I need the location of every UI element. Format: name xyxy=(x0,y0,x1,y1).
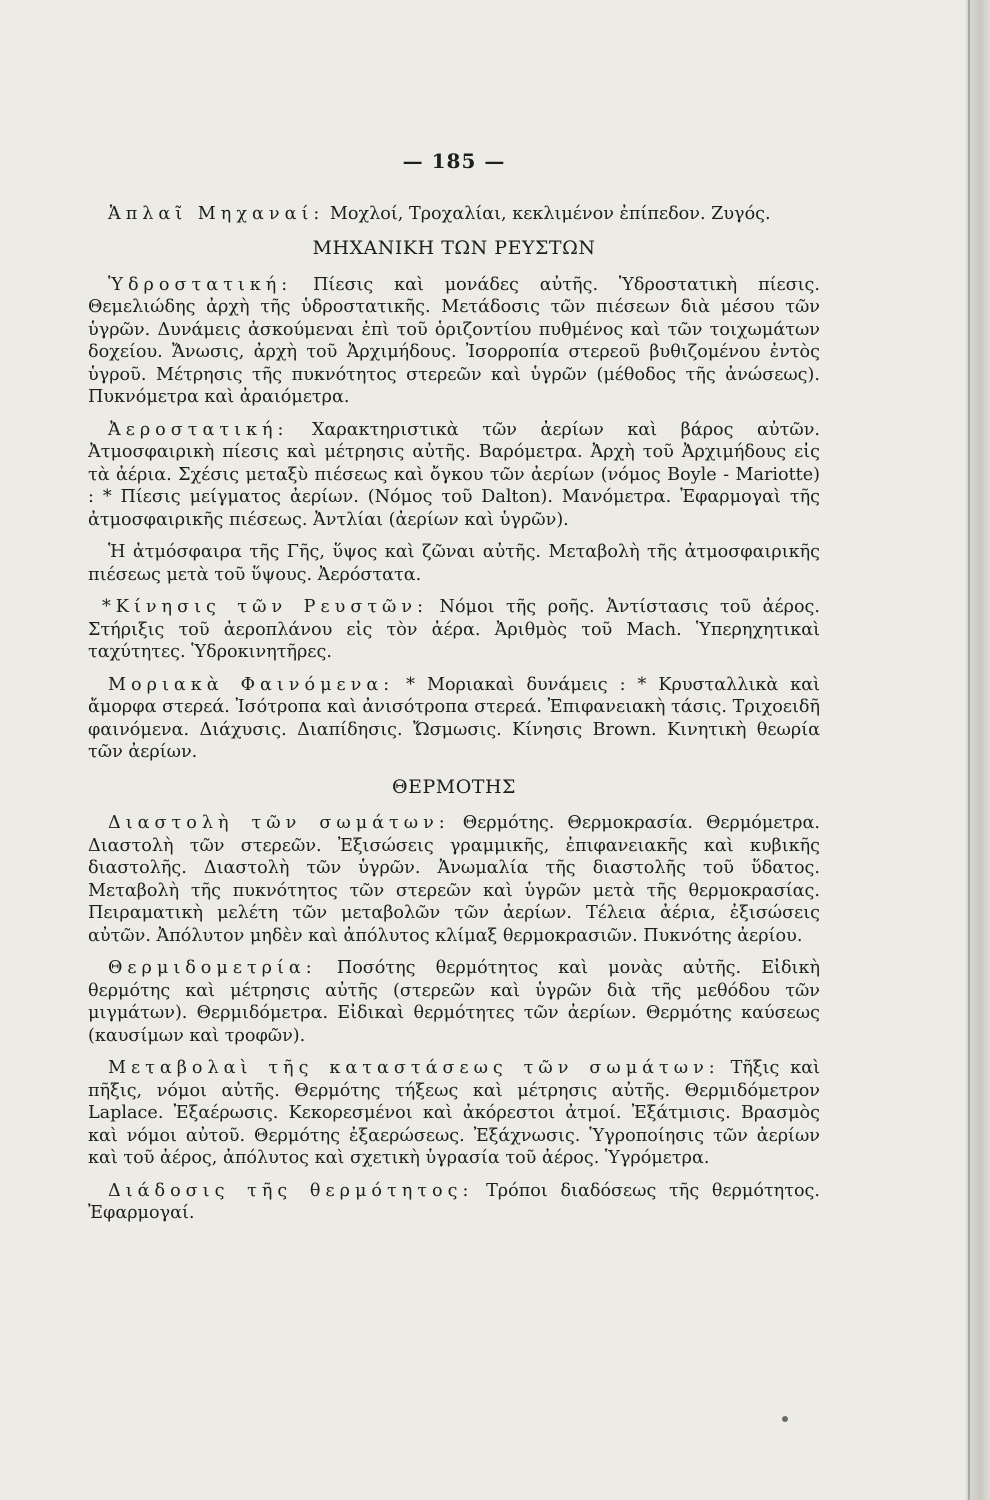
paragraph-lead: *Κίνησις τῶν Ρευστῶν: xyxy=(102,597,429,617)
section-title-heat: ΘΕΡΜΟΤΗΣ xyxy=(392,775,516,798)
page-content xyxy=(88,150,820,1235)
paragraph-lead: Μεταβολαὶ τῆς καταστάσεως τῶν σωμάτων: xyxy=(108,1058,720,1078)
paragraph-lead: Μοριακὰ Φαινόμενα: xyxy=(108,674,395,695)
paragraph-text: Μοχλοί, Τροχαλίαι, κεκλιμένον ἐπίπεδον. Ζυγός. xyxy=(324,203,771,224)
paragraph-molecular-phenomena xyxy=(88,674,820,764)
paragraph-lead: Διαστολὴ τῶν σωμάτων: xyxy=(108,813,450,833)
paragraph-text: Ποσότης θερμότητος καὶ μονὰς αὐτῆς. Εἰδικὴ θερμότης καὶ μέτρησις αὐτῆς (στερεῶν καὶ ὑγρῶν διὰ τῆς μεθόδου τῶν μιγμάτων). Θερμιδόμετρα. Εἰδικαὶ θερμότητες τῶν ἀερίων. Θερμότης καύσεως (καυσίμων καὶ τροφῶν). xyxy=(88,958,820,1046)
paragraph-text: Νόμοι τῆς ροῆς. Ἀντίστασις τοῦ ἀέρος. Στήριξις τοῦ ἀεροπλάνου εἰς τὸν ἀέρα. Ἀριθμὸς τοῦ Mach. Ὑπερηχητικαὶ ταχύτητες. Ὑδροκινητῆρες. xyxy=(88,597,820,662)
paragraph-aerostatics xyxy=(88,419,820,532)
ink-blot xyxy=(782,1416,788,1422)
page-number: — 185 — xyxy=(402,149,506,173)
paragraph-simple-machines xyxy=(88,203,820,226)
paragraph-text: Θερμότης. Θερμοκρασία. Θερμόμετρα. Διαστολὴ τῶν στερεῶν. Ἐξισώσεις γραμμικῆς, ἐπιφανειακῆς καὶ κυβικῆς διαστολῆς. Διαστολὴ τῶν ὑγρῶν. Ἀνωμαλία τῆς διαστολῆς τοῦ ὕδατος. Μεταβολὴ τῆς πυκνότητος τῶν στερεῶν καὶ ὑγρῶν μετὰ τῆς θερμοκρασίας. Πειραματικὴ μελέτη τῶν μεταβολῶν τῶν ἀερίων. Τέλεια ἀέρια, ἐξισώσεις αὐτῶν. Ἀπόλυτον μηδὲν καὶ ἀπόλυτος κλίμαξ θερμοκρασιῶν. Πυκνότης ἀερίου. xyxy=(88,813,820,946)
paragraph-text: Πίεσις καὶ μονάδες αὐτῆς. Ὑδροστατικὴ πίεσις. Θεμελιώδης ἀρχὴ τῆς ὑδροστατικῆς. Μετάδοσις τῶν πιέσεων διὰ μέσου τῶν ὑγρῶν. Δυνάμεις ἀσκούμεναι ἐπὶ τοῦ ὁριζοντίου πυθμένος καὶ τῶν τοιχωμάτων δοχείου. Ἄνωσις, ἀρχὴ τοῦ Ἀρχιμήδους. Ἰσορροπία στερεοῦ βυθιζομένου ἐντὸς ὑγροῦ. Μέτρησις τῆς πυκνότητος στερεῶν καὶ ὑγρῶν (μέθοδος τῆς ἀνώσεως). Πυκνόμετρα καὶ ἀραιόμετρα. xyxy=(88,274,820,407)
paragraph-text: Τρόποι διαδόσεως τῆς θερμότητος. Ἐφαρμογαί. xyxy=(88,1180,820,1223)
paragraph-hydrostatics xyxy=(88,274,820,409)
paragraph-atmosphere xyxy=(88,541,820,586)
paragraph-lead: Ὑδροστατική: xyxy=(108,274,293,295)
paragraph-lead: Θερμιδομετρία: xyxy=(108,958,317,978)
paragraph-phase-changes xyxy=(88,1057,820,1170)
paragraph-text: Ἡ ἀτμόσφαιρα τῆς Γῆς, ὕψος καὶ ζῶναι αὐτῆς. Μεταβολὴ τῆς ἀτμοσφαιρικῆς πιέσεως μετὰ τοῦ ὕψους. Ἀερόστατα. xyxy=(88,542,820,585)
paragraph-thermal-expansion xyxy=(88,812,820,947)
paragraph-lead: Ἁπλαῖ Μηχαναί: xyxy=(108,203,325,224)
paragraph-calorimetry xyxy=(88,957,820,1047)
paragraph-fluid-motion xyxy=(88,596,820,664)
section-title-fluid-mechanics: ΜΗΧΑΝΙΚΗ ΤΩΝ ΡΕΥΣΤΩΝ xyxy=(312,237,596,259)
paragraph-lead: Διάδοσις τῆς θερμότητος: xyxy=(108,1180,474,1201)
paragraph-text: * Μοριακαὶ δυνάμεις : * Κρυσταλλικὰ καὶ ἄμορφα στερεά. Ἰσότροπα καὶ ἀνισότροπα στερεά. Ἐπιφανειακὴ τάσις. Τριχοειδῆ φαινόμενα. Διάχυσις. Διαπίδησις. Ὤσμωσις. Κίνησις Brown. Κινητικὴ θεωρία τῶν ἀερίων. xyxy=(88,674,820,762)
page-edge-line xyxy=(968,0,970,1500)
paragraph-text: Χαρακτηριστικὰ τῶν ἀερίων καὶ βάρος αὐτῶν. Ἀτμοσφαιρικὴ πίεσις καὶ μέτρησις αὐτῆς. Βαρόμετρα. Ἀρχὴ τοῦ Ἀρχιμήδους εἰς τὰ ἀέρια. Σχέσις μεταξὺ πιέσεως καὶ ὄγκου τῶν ἀερίων (νόμος Boyle - Mariotte) : * Πίεσις μείγματος ἀερίων. (Νόμος τοῦ Dalton). Μανόμετρα. Ἐφαρμογαὶ τῆς ἀτμοσφαιρικῆς πιέσεως. Ἀντλίαι (ἀερίων καὶ ὑγρῶν). xyxy=(88,419,820,530)
paragraph-lead: Ἀεροστατική: xyxy=(108,419,289,440)
paragraph-text: Τῆξις καὶ πῆξις, νόμοι αὐτῆς. Θερμότης τήξεως καὶ μέτρησις αὐτῆς. Θερμιδόμετρον Laplace. Ἐξαέρωσις. Κεκορεσμένοι καὶ ἀκόρεστοι ἀτμοί. Ἐξάτμισις. Βρασμὸς καὶ νόμοι αὐτοῦ. Θερμότης ἐξαερώσεως. Ἐξάχνωσις. Ὑγροποίησις τῶν ἀερίων καὶ τοῦ ἀέρος, ἀπόλυτος καὶ σχετικὴ ὑγρασία τοῦ ἀέρος. Ὑγρόμετρα. xyxy=(88,1058,820,1168)
paragraph-heat-transfer xyxy=(88,1180,820,1225)
